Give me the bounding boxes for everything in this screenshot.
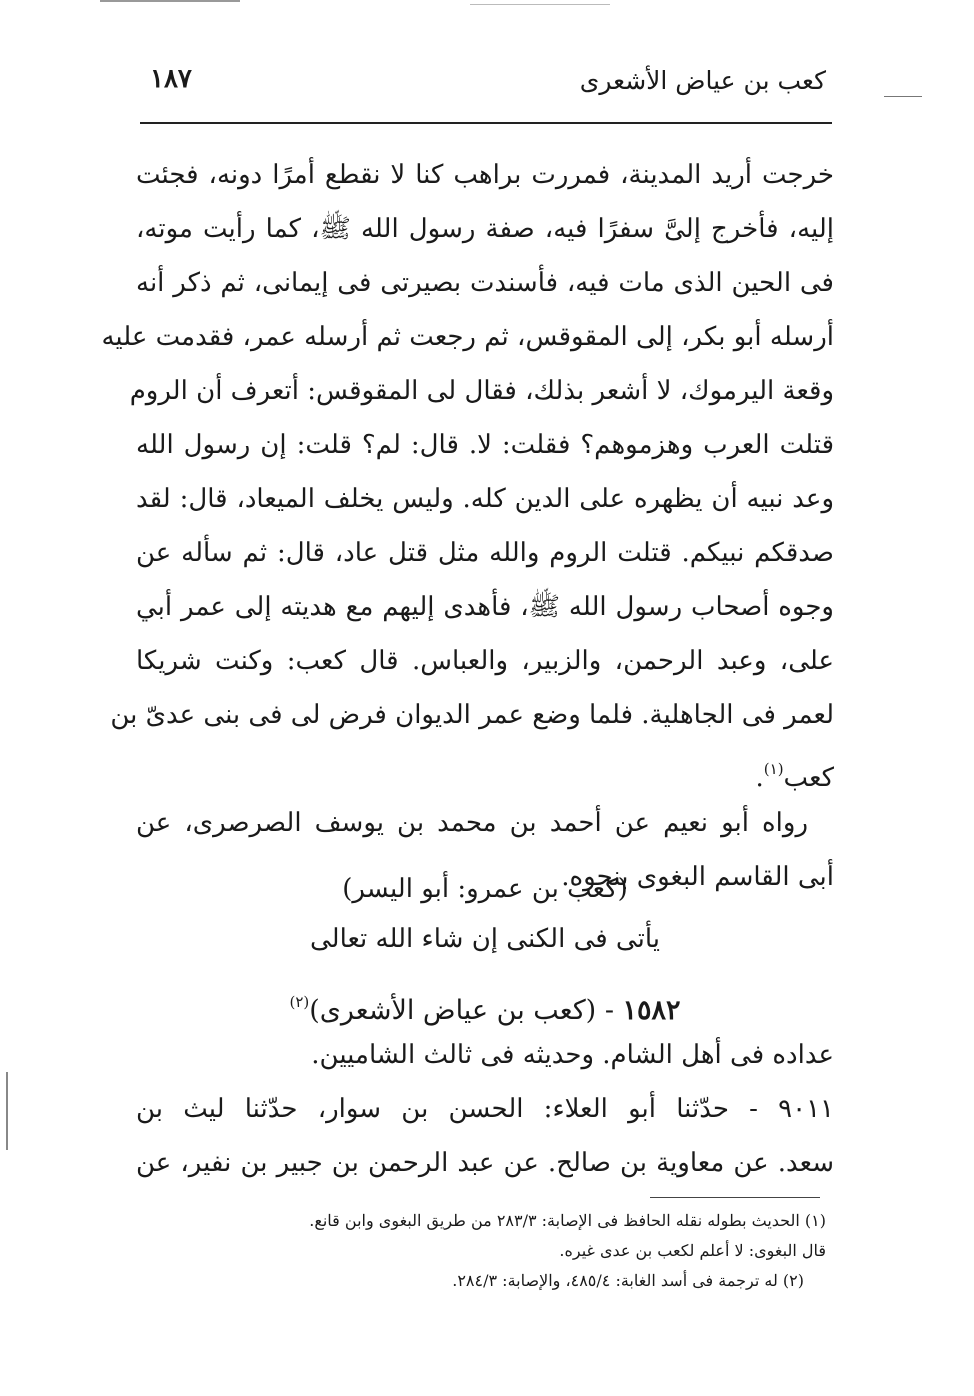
running-header-title: كعب بن عياض الأشعرى [579, 66, 826, 95]
text-line: وجوه أصحاب رسول الله ﷺ، فأهدى إليهم مع هديته إلى عمر أبي [136, 592, 834, 622]
entry-name: (كعب بن عياض الأشعرى) [309, 995, 597, 1026]
footnote-rule [650, 1197, 820, 1198]
text-line-end: كعب [783, 763, 834, 793]
text-line [136, 742, 834, 796]
running-header [150, 60, 826, 106]
footnote-1: (١) الحديث بطوله نقله الحافظ فى الإصابة: ٢٨٣/٣ من طريق البغوى وابن قانع. [309, 1211, 826, 1230]
entry-dash: - [604, 995, 614, 1026]
text-line: أرسله أبو بكر، إلى المقوقس، ثم رجعت ثم أرسله عمر، فقدمت عليه [101, 322, 834, 352]
scan-edge-mark [6, 1072, 8, 1150]
text-line: على، وعبد الرحمن، والزبير، والعباس. قال كعب: وكنت شريكا [136, 646, 834, 676]
text-line: قتلت العرب وهزموهم؟ فقلت: لا. قال: لم؟ قلت: إن رسول الله [136, 430, 834, 460]
main-text [101, 148, 834, 904]
top-edge-rule [100, 0, 240, 2]
text-line: فى الحين الذى مات فيه، فأسندت بصيرتى فى إيمانى، ثم ذكر أنه [136, 268, 834, 298]
narration-line: رواه أبو نعيم عن أحمد بن محمد بن يوسف الصرصرى، عن [136, 808, 808, 838]
text-line: عداده فى أهل الشام. وحديثه فى ثالث الشاميين. [311, 1040, 834, 1070]
page-number: ١٨٧ [150, 64, 192, 94]
footnote-1-continued: قال البغوى: لا أعلم لكعب بن عدى غيره. [559, 1241, 826, 1260]
footnote-ref-1: (١) [763, 760, 784, 778]
text-line: وقعة اليرموك، لا أشعر بذلك، فقال لى المقوقس: أتعرف أن الروم [129, 376, 834, 406]
text-line: سعد. عن معاوية بن صالح. عن عبد الرحمن بن جبير بن نفير، عن [136, 1148, 834, 1178]
text-line: صدقكم نبيكم. قتلت الروم والله مثل قتل عاد، قال: ثم سأله عن [136, 538, 834, 568]
header-rule [140, 122, 832, 124]
text-line: وعد نبيه أن يظهره على الدين كله. وليس يخلف الميعاد، قال: لقد [136, 484, 834, 514]
text-line: إليه، فأخرج إلىَّ سفرًا فيه، صفة رسول الله ﷺ، كما رأيت موته، [136, 214, 834, 244]
text-line: لعمر فى الجاهلية. فلما وضع عمر الديوان فرض لى فى بنى عدىّ بن [110, 700, 834, 730]
entry-number: ١٥٨٢ [622, 995, 681, 1026]
narration-line: أبى القاسم البغوى بنحوه. [561, 862, 834, 892]
cross-reference-title: (كعب بن عمرو: أبو اليسر) [342, 874, 628, 904]
footnotes [120, 1206, 826, 1296]
footnote-2: (٢) له ترجمة فى أسد الغابة: ٤٨٥/٤، والإصابة: ٢٨٤/٣. [452, 1271, 804, 1290]
margin-mark [884, 96, 922, 97]
text-line: خرجت أريد المدينة، فمررت براهب كنا لا نقطع أمرًا دونه، فجئت [136, 160, 834, 190]
cross-reference-note: يأتى فى الكنى إن شاء الله تعالى [309, 924, 660, 954]
hadith-line: ٩٠١١ - حدّثنا أبو العلاء: الحسن بن سوار، حدّثنا ليث بن [136, 1094, 834, 1124]
top-edge-rule-faint [470, 4, 610, 5]
entry-body [136, 1028, 834, 1190]
sentence-end: . [755, 763, 764, 793]
footnote-ref-2: (٢) [289, 993, 310, 1011]
